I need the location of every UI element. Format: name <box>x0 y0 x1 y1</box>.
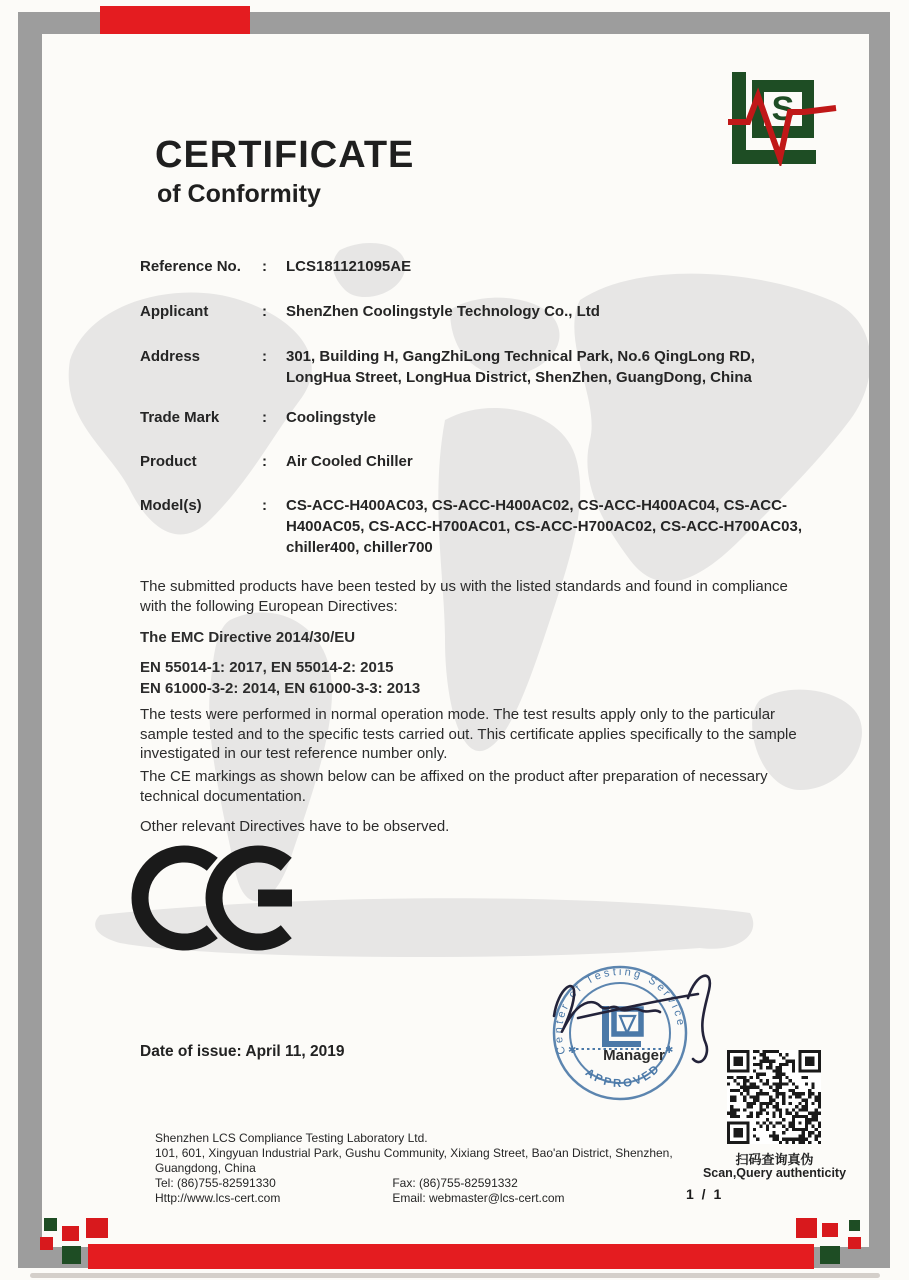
approval-stamp <box>538 956 748 1108</box>
footer-fax: Fax: (86)755-82591332 <box>392 1176 518 1190</box>
date-of-issue <box>140 1043 344 1061</box>
footer-email: Email: webmaster@lcs-cert.com <box>392 1191 565 1205</box>
footer-address-line1: 101, 601, Xingyuan Industrial Park, Gushu Community, Xixiang Street, Bao'an District, Shenzhen, <box>155 1146 673 1160</box>
field-row-address <box>140 346 813 388</box>
field-label: Trade Mark <box>140 409 220 426</box>
statement-ce-markings: The CE markings as shown below can be affixed on the product after preparation of necessary technical documentation. <box>140 768 768 805</box>
field-value: ShenZhen Coolingstyle Technology Co., Ltd <box>286 303 600 320</box>
date-of-issue-label: Date of issue: <box>140 1043 242 1060</box>
field-colon: : <box>262 258 267 275</box>
field-value: Air Cooled Chiller <box>286 453 413 470</box>
field-colon: : <box>262 348 267 365</box>
page-subtitle: of Conformity <box>157 180 321 208</box>
field-colon: : <box>262 453 267 470</box>
stamp-approved-text: APPROVED <box>582 1061 664 1091</box>
stamp-ring-text: Center of Testing Service <box>552 966 687 1056</box>
footer-contact-block <box>155 1131 673 1206</box>
field-row-product <box>140 451 813 472</box>
field-row-reference <box>140 256 813 277</box>
footer-address-line2: Guangdong, China <box>155 1161 256 1175</box>
field-label: Model(s) <box>140 497 202 514</box>
footer-company: Shenzhen LCS Compliance Testing Laboratory Ltd. <box>155 1131 428 1145</box>
lcs-logo-icon <box>728 70 838 166</box>
statement-tests: The tests were performed in normal operation mode. The test results apply only to the particular sample tested and to the specific tests carried out. This certificate applies specifically to the sample investigated in our test reference number only. <box>140 706 797 762</box>
field-colon: : <box>262 497 267 514</box>
ce-mark-icon <box>131 841 313 955</box>
lcs-logo-letter: S <box>771 90 795 128</box>
field-colon: : <box>262 303 267 320</box>
field-value: CS-ACC-H400AC03, CS-ACC-H400AC02, CS-ACC-H400AC04, CS-ACC-H400AC05, CS-ACC-H700AC01, CS-ACC-H700AC02, CS-ACC-H700AC03, chiller400, chiller700 <box>286 497 802 556</box>
stamp-star-left: ✱ <box>568 1045 577 1056</box>
field-label: Address <box>140 348 201 365</box>
field-label: Reference No. <box>140 258 241 275</box>
qr-caption-english: Scan,Query authenticity <box>702 1166 847 1180</box>
field-colon: : <box>262 409 267 426</box>
stamp-star-right: ✱ <box>665 1045 674 1056</box>
statement-other-directives: Other relevant Directives have to be observed. <box>140 818 450 835</box>
qr-caption-chinese: 扫码查询真伪 <box>735 1152 814 1167</box>
field-label: Product <box>140 453 197 470</box>
stamp-role-label: Manager <box>603 1047 665 1064</box>
statement-intro: The submitted products have been tested by us with the listed standards and found in compliance with the following European Directives: <box>140 578 788 615</box>
page-number: 1 / 1 <box>686 1186 724 1202</box>
field-row-trademark <box>140 407 813 428</box>
statement-standards-line2: EN 61000-3-2: 2014, EN 61000-3-3: 2013 <box>140 680 421 697</box>
qr-code-icon <box>727 1050 821 1144</box>
field-row-models <box>140 495 813 558</box>
field-value: Coolingstyle <box>286 409 377 426</box>
date-of-issue-value: April 11, 2019 <box>245 1043 345 1060</box>
field-label: Applicant <box>140 303 209 320</box>
statement-standards-line1: EN 55014-1: 2017, EN 55014-2: 2015 <box>140 659 394 676</box>
page-title: CERTIFICATE <box>155 134 415 176</box>
field-value: 301, Building H, GangZhiLong Technical Park, No.6 QingLong RD, LongHua Street, LongHua District, ShenZhen, GuangDong, China <box>286 348 755 386</box>
footer-tel: Tel: (86)755-82591330 <box>155 1176 276 1190</box>
statement-directive: The EMC Directive 2014/30/EU <box>140 629 356 646</box>
field-row-applicant <box>140 301 813 322</box>
field-value: LCS181121095AE <box>286 258 412 275</box>
footer-website: Http://www.lcs-cert.com <box>155 1191 281 1205</box>
